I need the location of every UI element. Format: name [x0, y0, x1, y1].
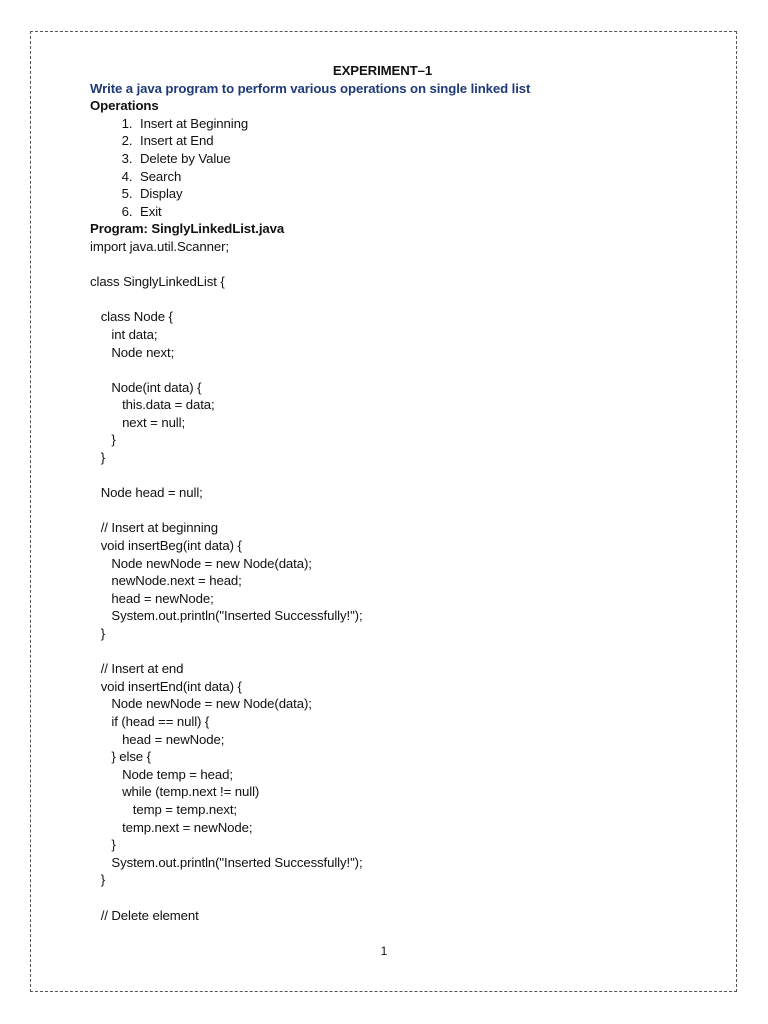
code-line: Node next; [90, 344, 175, 360]
list-item: 2. Insert at End [136, 132, 690, 150]
code-line [90, 361, 690, 379]
subtitle: Write a java program to perform various operations on single linked list [90, 80, 531, 96]
code-line: void insertBeg(int data) { [90, 538, 242, 554]
code-line: int data; [90, 326, 158, 342]
list-item: 3. Delete by Value [136, 150, 690, 168]
list-item: 1. Insert at Beginning [136, 115, 690, 133]
code-line: // Insert at beginning [90, 520, 218, 536]
code-line: // Delete element [90, 907, 199, 923]
code-line: } [90, 626, 105, 641]
code-line: } [90, 872, 105, 888]
code-line [90, 467, 690, 485]
page-title: EXPERIMENT–1 [332, 63, 433, 78]
code-line: void insertEnd(int data) { [90, 678, 242, 694]
code-block [90, 238, 690, 924]
code-line: Node temp = head; [90, 766, 233, 782]
code-line: head = newNode; [90, 731, 225, 747]
code-line: Node(int data) { [90, 379, 202, 395]
code-line: } [90, 450, 105, 466]
code-line: } [90, 432, 116, 448]
code-line [90, 502, 690, 520]
code-line: while (temp.next != null) [90, 784, 260, 800]
code-line: temp.next = newNode; [90, 819, 253, 835]
code-line [90, 256, 690, 274]
document-content [90, 62, 690, 924]
code-line: import java.util.Scanner; [90, 238, 229, 254]
code-line: this.data = data; [90, 397, 215, 413]
operations-heading: Operations [90, 98, 159, 114]
code-line [90, 291, 690, 309]
code-line [90, 643, 690, 661]
code-line: temp = temp.next; [90, 801, 237, 817]
code-line: newNode.next = head; [90, 573, 242, 589]
code-line: if (head == null) { [90, 713, 210, 729]
code-line: System.out.println("Inserted Successfully!"); [90, 854, 363, 870]
code-line: } else { [90, 749, 151, 765]
code-line: next = null; [90, 414, 186, 430]
code-line: System.out.println("Inserted Successfully!"); [90, 608, 363, 624]
code-line: // Insert at end [90, 661, 184, 677]
list-item: 4. Search [136, 168, 690, 186]
page-number: 1 [380, 944, 388, 958]
code-line: head = newNode; [90, 590, 214, 606]
list-item: 5. Display [136, 185, 690, 203]
code-line: Node newNode = new Node(data); [90, 696, 312, 712]
code-line: class SinglyLinkedList { [90, 274, 225, 290]
code-line: } [90, 837, 116, 853]
program-heading: Program: SinglyLinkedList.java [90, 221, 285, 237]
code-line: Node head = null; [90, 485, 203, 501]
list-item: 6. Exit [136, 203, 690, 221]
code-line: Node newNode = new Node(data); [90, 555, 312, 571]
code-line [90, 889, 690, 907]
code-line: class Node { [90, 309, 173, 325]
operations-list [90, 115, 690, 221]
